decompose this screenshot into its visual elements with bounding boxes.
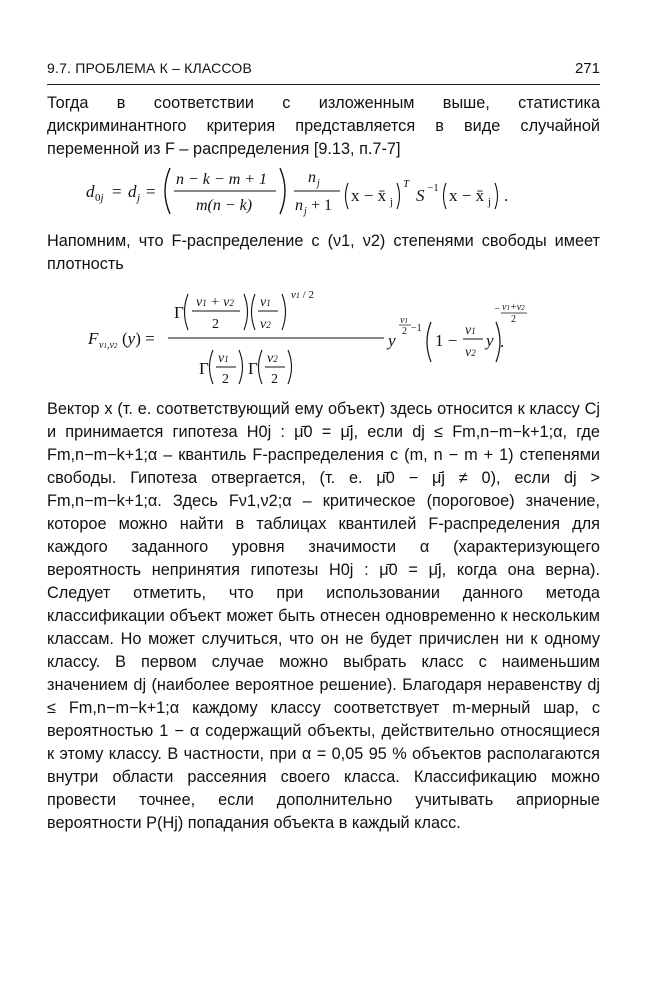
- section-title: 9.7. ПРОБЛЕМА К – КЛАССОВ: [47, 60, 253, 76]
- paragraph-2-text: Напомним, что F-распределение с (ν1, ν2) степенями свободы имеет плотность: [47, 232, 600, 273]
- svg-text:1 −: 1 −: [435, 331, 458, 350]
- svg-text:j: j: [304, 206, 307, 217]
- svg-text:ν2: ν2: [260, 317, 271, 332]
- svg-text:x − x̄: x − x̄: [351, 186, 387, 205]
- svg-text:d: d: [128, 182, 137, 201]
- page-number: 271: [574, 60, 600, 77]
- paragraph-3-text: Вектор x (т. е. соответствующий ему объект) здесь относится к классу Cj и принимается гипотеза H0j : μ̄0 = μ̄j, если dj ≤ Fm,n−m−k+1;α, где Fm,n−m−k+1;α – квантиль F-распределения с (m, n − m + 1) степенями свободы. Гипотеза отвергается, (т. е. μ̄0 − μ̄j ≠ 0), если dj > Fm,n−m−k+1;α. Здесь Fν1,ν2;α – критическое (пороговое) значение, которое можно найти в таблицах квантилей F-распределения для каждого заданного уровня значимости α (характеризующего вероятность непринятия гипотезы H0j : μ̄0 = μ̄j, когда она верна). Следует отметить, что при использовании данного метода классификации объект может быть отнесен одновременно к нескольким классам. Но может случиться, что он не будет причислен ни к одному классу. В первом случае можно выбрать класс с наименьшим значением dj (наиболее вероятное решение). Благодаря неравенству dj ≤ Fm,n−m−k+1;α каждому классу соответствует m-мерный шар, с вероятностью 1 − α содержащий объекты, действительно относящиеся к этому классу. В частности, при α = 0,05 95 % объектов располагаются внутри области рассеяния своего класса. Классификацию можно провести точнее, если дополнительно учитывать априорные вероятности P(Hj) попадания объекта в каждый класс.: [47, 400, 600, 832]
- svg-text:S: S: [416, 186, 425, 205]
- svg-text:−1: −1: [427, 182, 439, 194]
- paragraph-1-text: Тогда в соответствии с изложенным выше, статистика дискриминантного критерия представляется в виде случайной переменной из F – распределения [9.13, п.7-7]: [47, 94, 600, 158]
- svg-text:F: F: [88, 329, 99, 348]
- svg-text:.: .: [504, 186, 509, 205]
- svg-text:j: j: [317, 178, 320, 189]
- svg-text:y: y: [486, 331, 494, 350]
- svg-text:Γ: Γ: [248, 359, 258, 378]
- svg-text:2: 2: [402, 326, 407, 337]
- svg-text:=: =: [146, 182, 156, 201]
- svg-text:ν1: ν1: [400, 315, 408, 326]
- svg-text:ν2: ν2: [267, 351, 278, 366]
- svg-text:j: j: [390, 196, 394, 208]
- svg-text:0j: 0j: [95, 192, 104, 204]
- svg-text:j: j: [488, 196, 492, 208]
- svg-text:ν1: ν1: [218, 351, 229, 366]
- svg-text:ν1: ν1: [260, 295, 271, 310]
- svg-text:2: 2: [511, 314, 516, 325]
- svg-text:2: 2: [222, 372, 229, 387]
- running-head: [47, 58, 600, 85]
- formula-2: [88, 282, 508, 390]
- svg-text:ν1 + ν2: ν1 + ν2: [196, 295, 234, 310]
- svg-text:=: =: [112, 182, 122, 201]
- svg-text:y: y: [388, 331, 396, 350]
- svg-text:2: 2: [212, 317, 219, 332]
- svg-text:+ 1: + 1: [311, 197, 333, 214]
- paragraph-3: [47, 398, 600, 835]
- svg-text:2: 2: [271, 372, 278, 387]
- paragraph-1: [47, 92, 600, 161]
- svg-text:T: T: [403, 178, 410, 190]
- svg-text:n: n: [295, 197, 303, 214]
- svg-text:Γ: Γ: [174, 303, 184, 322]
- formula-1: [86, 160, 516, 222]
- svg-text:ν1,ν2: ν1,ν2: [99, 340, 118, 351]
- svg-text:Γ: Γ: [199, 359, 209, 378]
- svg-text:x − x̄: x − x̄: [449, 186, 485, 205]
- svg-text:ν1 / 2: ν1 / 2: [291, 289, 314, 301]
- svg-text:−1: −1: [411, 323, 422, 334]
- paragraph-2: [47, 230, 600, 276]
- formula-2-exponent: [494, 300, 542, 354]
- svg-text:n − k − m + 1: n − k − m + 1: [176, 171, 268, 188]
- svg-text:ν2: ν2: [465, 345, 476, 360]
- svg-text:ν1+ν2: ν1+ν2: [502, 302, 525, 313]
- svg-text:d: d: [86, 182, 95, 201]
- svg-text:m(n − k): m(n − k): [196, 197, 253, 214]
- svg-text:n: n: [308, 169, 316, 186]
- svg-text:j: j: [137, 192, 141, 204]
- svg-text:.: .: [500, 332, 505, 351]
- svg-text:−: −: [494, 304, 501, 315]
- svg-text:(y) =: (y) =: [122, 329, 155, 348]
- svg-text:ν1: ν1: [465, 323, 476, 338]
